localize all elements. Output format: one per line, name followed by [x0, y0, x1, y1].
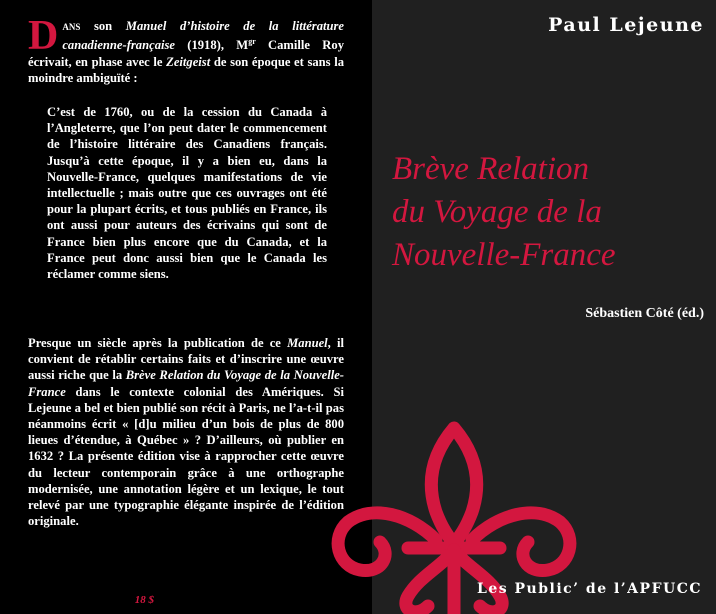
- editor-name: Sébastien Côté (éd.): [585, 306, 704, 321]
- monseigneur-superscript: gr: [248, 37, 256, 47]
- intro-text-3: Camille Roy écrivait, en phase avec le: [28, 38, 344, 69]
- drop-cap: D: [28, 13, 59, 59]
- manuel-title: Manuel d’histoire de la littérature canadienne-française: [62, 19, 344, 53]
- camille-roy-quote: C’est de 1760, ou de la cession du Canada à l’Angleterre, que l’on peut dater le commencement de l’histoire littéraire des Canadiens français. Jusqu’à cette époque, il y a bien eu, dans la Nouvelle-France, quelques manifestations de vie intellectuelle ; mais outre que ces ouvrages ont été pour la plupart écrits, et tous publiés en France, ils ont aussi pour auteurs des écrivains qui sont de France bien plus encore que du Canada, et la France peut donc aussi bien que le Canada les réclamer comme siens.: [47, 105, 327, 282]
- book-title: [392, 148, 712, 277]
- front-cover: [372, 0, 716, 614]
- intro-paragraph: [28, 13, 344, 86]
- title-line-2: du Voyage de la: [392, 194, 602, 230]
- title-line-3: Nouvelle-France: [392, 237, 616, 273]
- breve-relation-title: Brève Relation du Voyage de la Nouvelle-France: [28, 368, 344, 399]
- closing-paragraph: [28, 335, 344, 529]
- intro-text-4: de son époque et sans la moindre ambiguïté :: [28, 54, 344, 85]
- publisher-name: Les Public’ de l’APFUCC: [477, 581, 702, 597]
- closing-text-1: Presque un siècle après la publication de ce: [28, 336, 288, 350]
- intro-lead: ans: [62, 19, 81, 33]
- closing-text-3: dans le contexte colonial des Amériques. Si Lejeune a bel et bien publié son récit à Paris, ne l’a-t-il pas néanmoins écrit « [d]u milieu d’un bois de plus de 800 lieues d’étendue, à Québec » ? D’ailleurs, où publier en 1632 ? La présente édition vise à rapprocher cette œuvre du lecteur contemporain grâce à une orthographe modernisée, une annotation légère et un lexique, le tout relevé par une typographie élégante inspirée de l’édition originale.: [28, 384, 344, 529]
- manuel-word: Manuel: [287, 336, 328, 350]
- intro-text-2: (1918), M: [174, 38, 249, 53]
- intro-text-1: son: [80, 19, 126, 33]
- zeitgeist-word: Zeitgeist: [166, 54, 211, 69]
- closing-text-2: , il convient de rétablir certains faits et d’inscrire une œuvre aussi riche que la: [28, 336, 344, 383]
- title-line-1: Brève Relation: [392, 151, 590, 187]
- author-name: Paul Lejeune: [548, 14, 704, 36]
- price-label: 18 $: [134, 594, 154, 606]
